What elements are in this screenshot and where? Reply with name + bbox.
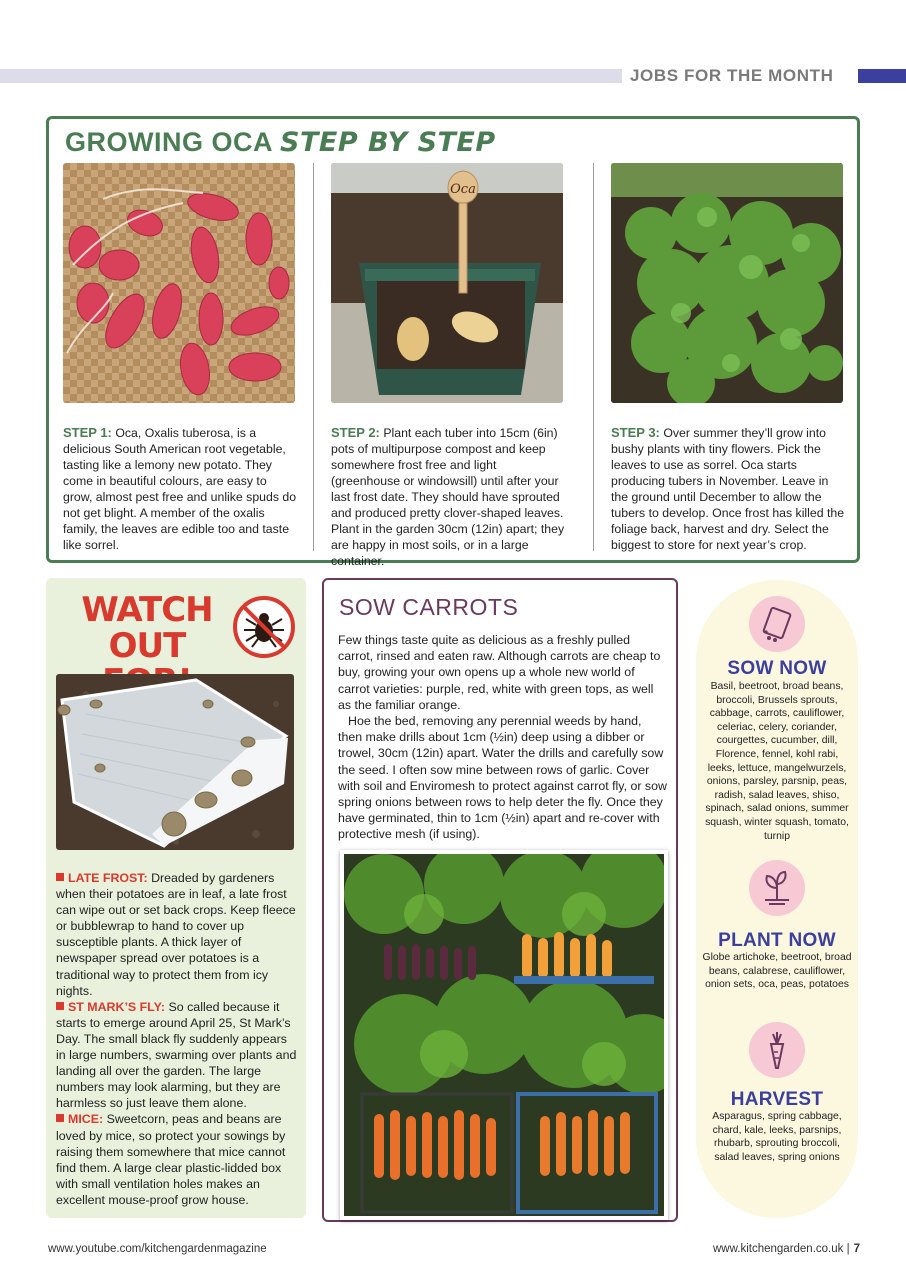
oca-heading-script: STEP BY STEP bbox=[280, 127, 496, 158]
oca-step-2 bbox=[331, 163, 567, 569]
oca-step-1 bbox=[63, 163, 299, 553]
sow-carrots-text bbox=[338, 632, 668, 843]
watch-out-box bbox=[46, 578, 306, 1218]
header-bar-left bbox=[0, 69, 622, 83]
sow-now-heading: SOW NOW bbox=[727, 658, 827, 679]
oca-step-1-text: STEP 1: Oca, Oxalis tuberosa, is a delicious South American root vegetable, tasting like a lemony new potato. They come in beautiful colours, are easy to grow, almost pest free and unlike spuds do not get blight. A member of the oxalis family, the leaves are edible too and taste like sorrel. bbox=[63, 425, 297, 552]
sow-now-list: Basil, beetroot, broad beans, broccoli, Brussels sprouts, cabbage, carrots, cauliflower, celeriac, celery, coriander, courgettes, cucumber, dill, Florence, fennel, kohl rabi, leeks, lettuce, mangelwurzels, onions, parsley, parsnip, peas, radish, salad leaves, shiso, spinach, salad onions, summer squash, winter squash, tomato, turnip bbox=[705, 681, 849, 842]
oca-step-by-step-box bbox=[46, 116, 860, 568]
red-bullet-icon bbox=[56, 1114, 64, 1122]
harvest-heading: HARVEST bbox=[730, 1089, 824, 1110]
late-frost-item: LATE FROST: Dreaded by gardeners when their potatoes are in leaf, a late frost can wipe out or set back crops. Keep fleece or bubblewrap to hand to cover up susceptible plants. A thick layer of newspaper spread over potatoes is a traditional way to protect them from icy nights. bbox=[56, 871, 296, 998]
youtube-link[interactable]: www.youtube.com/kitchengardenmagazine bbox=[48, 1243, 267, 1255]
sow-plant-harvest-panel bbox=[696, 580, 858, 1218]
oca-heading bbox=[65, 127, 496, 158]
watch-out-text bbox=[56, 870, 300, 1208]
footer-right bbox=[700, 1243, 860, 1255]
section-title: JOBS FOR THE MONTH bbox=[630, 66, 834, 85]
st-marks-fly-item: ST MARK’S FLY: So called because it starts to emerge around April 25, St Mark’s Day. The small black fly suddenly appears in large numbers, swarming over plants and landing all over the garden. The large numbers may look alarming, but they are harmless so just leave them alone. bbox=[56, 999, 297, 1111]
seed-packet-icon bbox=[749, 596, 805, 652]
plant-now-heading: PLANT NOW bbox=[718, 930, 836, 951]
red-bullet-icon bbox=[56, 873, 64, 881]
red-bullet-icon bbox=[56, 1002, 64, 1010]
oca-tubers-photo bbox=[63, 163, 295, 403]
oca-step-3 bbox=[611, 163, 847, 553]
sow-carrots-box bbox=[322, 578, 678, 1222]
footer-separator: | bbox=[846, 1243, 850, 1255]
carrots-photo bbox=[340, 850, 668, 1220]
column-divider bbox=[313, 163, 314, 551]
column-divider bbox=[593, 163, 594, 551]
oca-pot-photo bbox=[331, 163, 563, 403]
carrot-icon bbox=[749, 1022, 805, 1078]
carrots-paragraph: Few things taste quite as delicious as a freshly pulled carrot, rinsed and eaten raw. Although carrots are cheap to buy, growing your own opens up a whole new world of carrot varieties: purple, red, white with green tops, as well as the familiar orange. bbox=[338, 633, 661, 712]
harvest-list: Asparagus, spring cabbage, chard, kale, leeks, parsnips, rhubarb, sprouting broccoli, salad leaves, spring onions bbox=[712, 1111, 842, 1163]
seedling-icon bbox=[749, 860, 805, 916]
oca-plants-photo bbox=[611, 163, 843, 403]
oca-step-2-text: STEP 2: Plant each tuber into 15cm (6in) pots of multipurpose compost and keep somewhere frost free and light (greenhouse or windowsill) until after your last frost date. They should have sprouted and produced pretty clover-shaped leaves. Plant in the garden 30cm (12in) apart; they are happy in most soils, or in a large container. bbox=[331, 425, 565, 568]
sow-carrots-heading: SOW CARROTS bbox=[339, 594, 519, 620]
oca-step-3-text: STEP 3: Over summer they’ll grow into bushy plants with tiny flowers. Pick the leaves to use as sorrel. Oca starts producing tubers in November. Leave in the ground until December to allow the tubers to develop. Once frost has killed the foliage back, harvest and dry. Select the biggest to store for next year’s crop. bbox=[611, 425, 845, 552]
watch-out-heading-line2: OUT bbox=[108, 626, 186, 666]
plant-now-list: Globe artichoke, beetroot, broad beans, calabrese, cauliflower, onion sets, oca, peas, potatoes bbox=[702, 952, 852, 991]
header-bar-right bbox=[858, 69, 906, 83]
page-number: 7 bbox=[853, 1243, 860, 1255]
fleece-photo bbox=[56, 674, 294, 850]
carrots-paragraph: Hoe the bed, removing any perennial weeds by hand, then make drills about 1cm (½in) deep using a dibber or trowel, 30cm (12in) apart. Water the drills and carefully sow the seed. I often sow mine between rows of garlic. Cover with soil and Enviromesh to protect against carrot fly, or sow spring onions between rows to help deter the fly. Once they have germinated, thin to 1cm (½in) apart and re-cover with protective mesh (if using). bbox=[338, 714, 667, 842]
watch-out-heading-line1: WATCH bbox=[81, 590, 213, 630]
website-link[interactable]: www.kitchengarden.co.uk bbox=[712, 1243, 844, 1255]
oca-heading-main: GROWING OCA bbox=[65, 127, 272, 157]
tick-warning-icon bbox=[232, 595, 296, 659]
pot-label-text: Oca bbox=[450, 182, 476, 197]
mice-item: MICE: Sweetcorn, peas and beans are loved by mice, so protect your sowings by raising them somewhere that mice cannot find them. A large clear plastic-lidded box with small ventilation holes makes an excellent mouse-proof grow house. bbox=[56, 1112, 286, 1207]
